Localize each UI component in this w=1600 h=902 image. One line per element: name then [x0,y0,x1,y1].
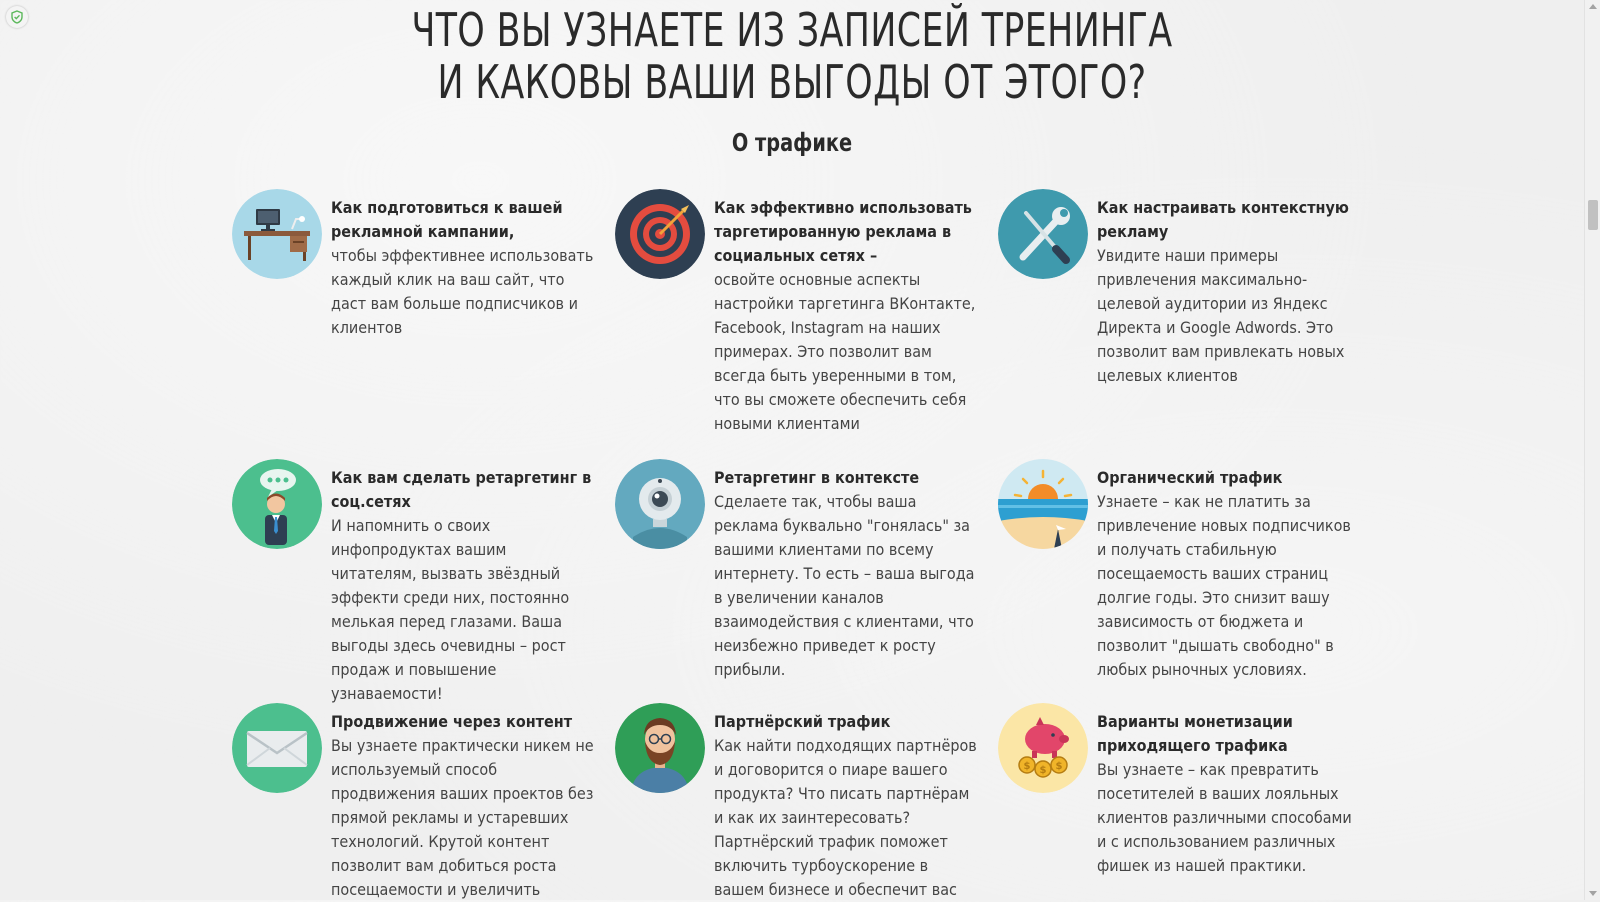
feature-description: Увидите наши примеры привлечения максимально-целевой аудитории из Яндекс Директа и Google Adwords. Это позволит вам привлекать новых целевых клиентов [1097,246,1345,385]
feature-title: Как подготовиться к вашей рекламной кампании, [331,198,563,241]
feature-description: Вы узнаете практически никем не используемый способ продвижения ваших проектов без прямой рекламы и устаревших технологий. Крутой контент позволит вам добиться роста посещаемости и увеличить [331,736,594,899]
heading-line-1: ЧТО ВЫ УЗНАЕТЕ ИЗ ЗАПИСЕЙ ТРЕНИНГА [411,3,1173,57]
beach-sunset-icon [998,459,1088,549]
piggy-bank-coins-icon [998,703,1088,793]
feature-title: Как вам сделать ретаргетинг в соц.сетях [331,468,592,511]
feature-description: Узнаете – как не платить за привлечение новых подписчиков и получать стабильную посещаемость ваших страниц долгие годы. Это снизит вашу зависимость от бюджета и позволит "дышать свободно" в любых рыночных условиях. [1097,492,1351,679]
feature-description: Сделаете так, чтобы ваша реклама буквально "гонялась" за вашими клиентами по всему интернету. То есть – ваша выгода в увеличении каналов взаимодействия с клиентами, что неизбежно приведет к росту прибыли. [714,492,975,679]
feature-description: И напомнить о своих инфопродуктах вашим читателям, вызвать звёздный эффекти среди них, постоянно мелькая перед глазами. Ваша выгоды здесь очевидны – рост продаж и повышение узнаваемости! [331,516,570,703]
scrollbar-thumb[interactable] [1588,200,1598,230]
scroll-down-arrow-icon[interactable] [1589,891,1597,896]
person-speech-bubble-icon [232,459,322,549]
feature-title: Продвижение через контент [331,712,573,731]
page-heading [127,4,1458,108]
target-dart-icon [615,189,705,279]
feature-title: Ретаргетинг в контексте [714,468,920,487]
svg-text:$: $ [1039,765,1047,776]
feature-title: Как эффективно использовать таргетированную реклама в социальных сетях – [714,198,972,265]
feature-description: чтобы эффективнее использовать каждый клик на ваш сайт, что даст вам больше подписчиков и клиентов [331,246,594,337]
feature-title: Партнёрский трафик [714,712,891,731]
webcam-icon [615,459,705,549]
feature-description: Вы узнаете – как превратить посетителей в ваших лояльных клиентов различными способами и с использованием различных фишек из нашей практики. [1097,760,1352,875]
vertical-scrollbar[interactable] [1584,0,1600,900]
envelope-icon [232,703,322,793]
shield-icon[interactable] [6,6,28,28]
feature-description: освойте основные аспекты настройки таргетинга ВКонтакте, Facebook, Instagram на наших примерах. Это позволит вам всегда быть уверенными в том, что вы сможете обеспечить себя новыми клиентами [714,270,976,433]
svg-text:$: $ [1023,761,1031,772]
svg-text:$: $ [1055,761,1063,772]
scroll-up-arrow-icon[interactable] [1589,4,1597,9]
wrench-screwdriver-icon [998,189,1088,279]
heading-line-2: И КАКОВЫ ВАШИ ВЫГОДЫ ОТ ЭТОГО? [437,55,1147,109]
bearded-man-icon [615,703,705,793]
feature-title: Органический трафик [1097,468,1283,487]
feature-description: Как найти подходящих партнёров и договорится о пиаре вашего продукта? Что писать партнёрам и как их заинтересовать? Партнёрский трафик поможет включить турбоускорение в вашем бизнесе и обеспечит вас [714,736,977,899]
feature-title: Варианты монетизации приходящего трафика [1097,712,1293,755]
section-subheading: О трафике [731,128,853,157]
feature-title: Как настраивать контекстную рекламу [1097,198,1349,241]
desk-computer-icon [232,189,322,279]
